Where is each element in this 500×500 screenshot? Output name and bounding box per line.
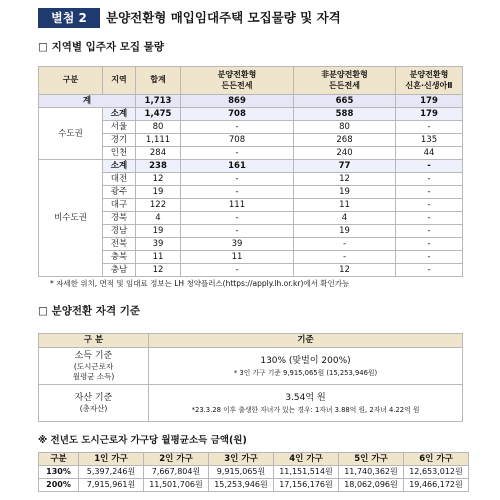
col-a-cell: 708 — [181, 134, 294, 147]
supply-note: * 자세한 위치, 면적 및 임대료 정보는 LH 청약플러스(https://apply.lh.or.kr)에서 확인가능 — [50, 279, 350, 288]
income-cell: 5,397,246원 — [79, 466, 144, 479]
column-header-3-person: 3인 가구 — [209, 453, 274, 466]
col-a-cell: 708 — [181, 108, 294, 121]
col-a-cell: - — [181, 186, 294, 199]
column-header-col-b: 非분양전환형 든든전세 — [294, 67, 396, 95]
region-cell: 대구 — [103, 199, 136, 212]
column-header-4-person: 4인 가구 — [274, 453, 339, 466]
total-cell: 19 — [136, 225, 181, 238]
table-row — [39, 147, 463, 160]
income-cell: 12,653,012원 — [404, 466, 469, 479]
total-cell: 39 — [136, 238, 181, 251]
income-cell: 11,151,514원 — [274, 466, 339, 479]
column-header-category: 구 분 — [39, 334, 149, 348]
col-a-cell: - — [181, 121, 294, 134]
grand-total-label: 계 — [39, 95, 136, 108]
total-cell: 122 — [136, 199, 181, 212]
region-cell: 광주 — [103, 186, 136, 199]
criteria-value-cell — [149, 385, 463, 422]
col-c-cell: 135 — [396, 134, 463, 147]
region-cell: 경기 — [103, 134, 136, 147]
region-cell: 서울 — [103, 121, 136, 134]
total-cell: 1,111 — [136, 134, 181, 147]
criteria-detail: *23.3.28 이후 출생한 자녀가 있는 경우: 1자녀 3.88억 원, 2자녀 4.22억 원 — [191, 405, 420, 414]
col-c-cell: - — [396, 251, 463, 264]
section-heading-income: ※ 전년도 도시근로자 가구당 월평균소득 금액(원) — [38, 435, 247, 446]
col-a-cell: 869 — [181, 95, 294, 108]
table-row — [39, 121, 463, 134]
income-cell: 19,466,172원 — [404, 479, 469, 492]
group-label-non-capital: 비수도권 — [39, 160, 103, 277]
column-header-col-a: 분양전환형 든든전세 — [181, 67, 294, 95]
criteria-detail: * 3인 가구 기준 9,915,065원 (15,253,946원) — [233, 368, 378, 377]
criteria-sublabel: (총자산) — [79, 404, 108, 413]
table-row — [39, 238, 463, 251]
total-cell: 1,475 — [136, 108, 181, 121]
total-cell: 12 — [136, 264, 181, 277]
income-cell: 18,062,096원 — [339, 479, 404, 492]
attachment-tag: 별첨 2 — [38, 8, 100, 28]
col-b-cell: - — [294, 251, 396, 264]
asset-criteria-row — [39, 385, 463, 422]
income-cell: 9,915,065원 — [209, 466, 274, 479]
criteria-value: 3.54억 원 — [285, 392, 326, 403]
row-label: 130% — [39, 466, 79, 479]
total-cell: 11 — [136, 251, 181, 264]
col-c-cell: 179 — [396, 95, 463, 108]
col-c-cell: - — [396, 199, 463, 212]
region-cell: 소계 — [103, 108, 136, 121]
col-b-cell: 12 — [294, 264, 396, 277]
table-row — [39, 264, 463, 277]
col-a-cell: - — [181, 173, 294, 186]
group-label-capital: 수도권 — [39, 108, 103, 160]
criteria-table — [38, 333, 463, 422]
col-a-cell: 11 — [181, 251, 294, 264]
column-header-col-c: 분양전환형 신혼·신생아Ⅱ — [396, 67, 463, 95]
col-c-cell: - — [396, 173, 463, 186]
col-c-cell: - — [396, 225, 463, 238]
col-c-cell: - — [396, 238, 463, 251]
column-header-1-person: 1인 가구 — [79, 453, 144, 466]
table-row — [39, 134, 463, 147]
col-c-cell: - — [396, 160, 463, 173]
col-b-cell: 77 — [294, 160, 396, 173]
supply-table — [38, 66, 463, 277]
column-header-category: 구분 — [39, 67, 103, 95]
column-header-category: 구분 — [39, 453, 79, 466]
table-header-row — [39, 67, 463, 95]
income-table — [38, 452, 469, 492]
total-cell: 19 — [136, 186, 181, 199]
criteria-label-cell — [39, 385, 149, 422]
criteria-label: 자산 기준 — [74, 393, 113, 403]
total-cell: 12 — [136, 173, 181, 186]
region-cell: 인천 — [103, 147, 136, 160]
col-b-cell: 80 — [294, 121, 396, 134]
subtotal-row — [39, 160, 463, 173]
table-row — [39, 479, 469, 492]
document-title: 분양전환형 매입임대주택 모집물량 및 자격 — [106, 10, 341, 25]
col-b-cell: 11 — [294, 199, 396, 212]
table-row — [39, 173, 463, 186]
subtotal-row — [39, 108, 463, 121]
column-header-2-person: 2인 가구 — [144, 453, 209, 466]
col-a-cell: - — [181, 147, 294, 160]
col-c-cell: - — [396, 264, 463, 277]
income-cell: 11,501,706원 — [144, 479, 209, 492]
section-heading-supply: □ 지역별 입주자 모집 물량 — [38, 41, 164, 53]
col-b-cell: 19 — [294, 225, 396, 238]
col-b-cell: 665 — [294, 95, 396, 108]
col-a-cell: - — [181, 212, 294, 225]
col-c-cell: - — [396, 212, 463, 225]
total-cell: 80 — [136, 121, 181, 134]
col-a-cell: 161 — [181, 160, 294, 173]
region-cell: 전북 — [103, 238, 136, 251]
table-row — [39, 225, 463, 238]
criteria-label-cell — [39, 348, 149, 385]
grand-total-row — [39, 95, 463, 108]
row-label: 200% — [39, 479, 79, 492]
section-heading-criteria: □ 분양전환 자격 기준 — [38, 305, 141, 317]
col-a-cell: 39 — [181, 238, 294, 251]
table-header-row — [39, 334, 463, 348]
criteria-sublabel: (도시근로자 월평균 소득) — [72, 362, 115, 381]
table-row — [39, 466, 469, 479]
col-b-cell: 19 — [294, 186, 396, 199]
column-header-total: 합계 — [136, 67, 181, 95]
income-cell: 7,667,804원 — [144, 466, 209, 479]
column-header-6-person: 6인 가구 — [404, 453, 469, 466]
col-c-cell: - — [396, 186, 463, 199]
col-b-cell: 588 — [294, 108, 396, 121]
table-row — [39, 251, 463, 264]
col-a-cell: 111 — [181, 199, 294, 212]
column-header-standard: 기준 — [149, 334, 463, 348]
table-row — [39, 199, 463, 212]
total-cell: 4 — [136, 212, 181, 225]
col-c-cell: 179 — [396, 108, 463, 121]
region-cell: 경북 — [103, 212, 136, 225]
region-cell: 소계 — [103, 160, 136, 173]
income-cell: 7,915,961원 — [79, 479, 144, 492]
total-cell: 284 — [136, 147, 181, 160]
region-cell: 충남 — [103, 264, 136, 277]
col-a-cell: - — [181, 225, 294, 238]
col-b-cell: 12 — [294, 173, 396, 186]
col-b-cell: 268 — [294, 134, 396, 147]
criteria-value: 130% (맞벌이 200%) — [260, 355, 351, 366]
col-b-cell: 4 — [294, 212, 396, 225]
table-header-row — [39, 453, 469, 466]
region-cell: 경남 — [103, 225, 136, 238]
income-cell: 11,740,362원 — [339, 466, 404, 479]
col-b-cell: 240 — [294, 147, 396, 160]
region-cell: 대전 — [103, 173, 136, 186]
table-row — [39, 212, 463, 225]
col-a-cell: - — [181, 264, 294, 277]
column-header-5-person: 5인 가구 — [339, 453, 404, 466]
income-cell: 17,156,176원 — [274, 479, 339, 492]
income-criteria-row — [39, 348, 463, 385]
column-header-region: 지역 — [103, 67, 136, 95]
income-cell: 15,253,946원 — [209, 479, 274, 492]
criteria-value-cell — [149, 348, 463, 385]
col-c-cell: - — [396, 121, 463, 134]
col-b-cell: - — [294, 238, 396, 251]
criteria-label: 소득 기준 — [74, 351, 113, 361]
col-c-cell: 44 — [396, 147, 463, 160]
table-row — [39, 186, 463, 199]
region-cell: 충북 — [103, 251, 136, 264]
total-cell: 1,713 — [136, 95, 181, 108]
total-cell: 238 — [136, 160, 181, 173]
